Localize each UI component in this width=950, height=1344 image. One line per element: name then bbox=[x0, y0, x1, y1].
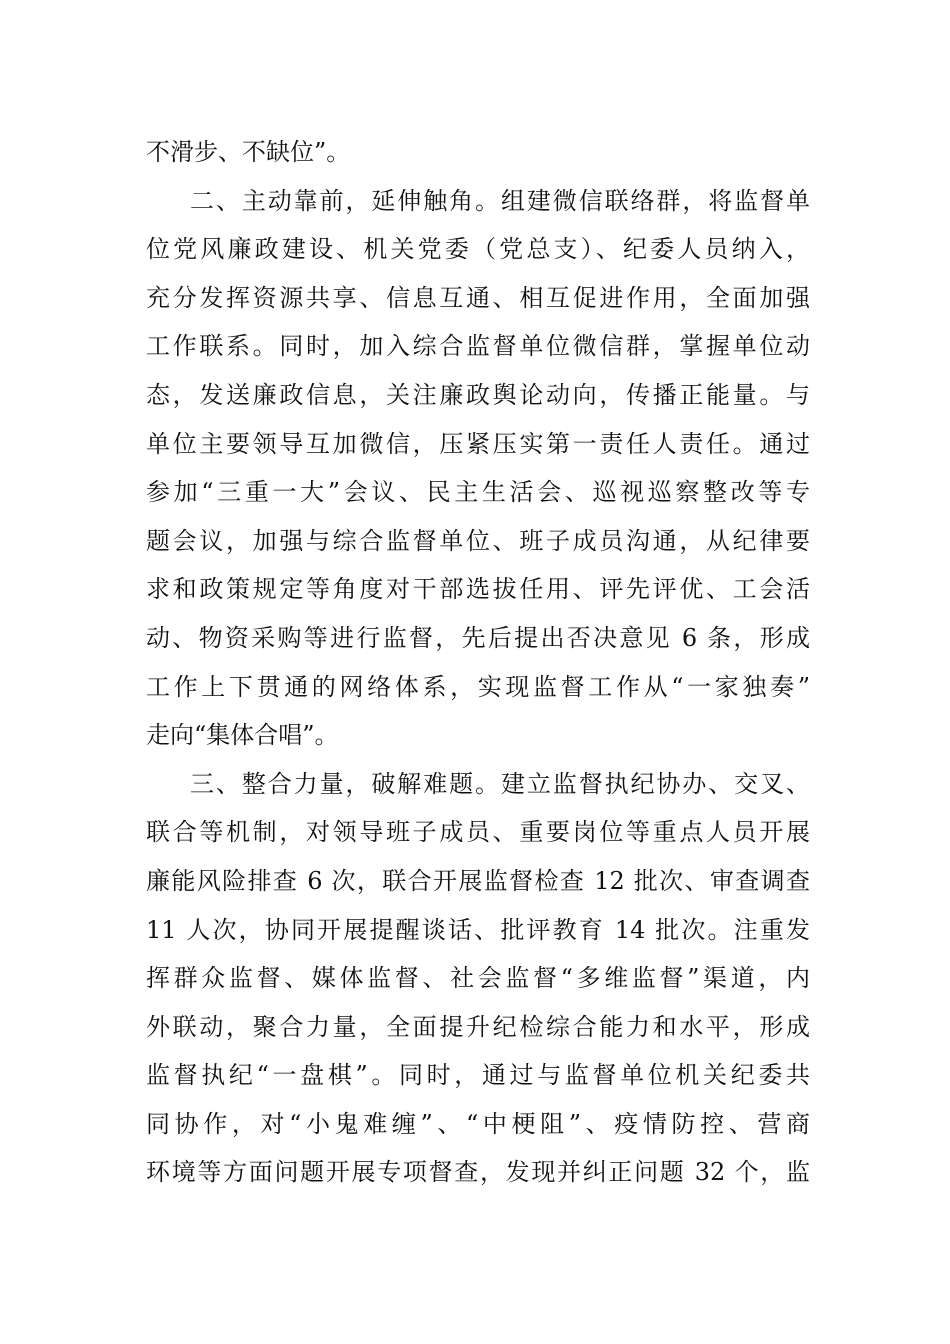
text-line: 工作联系。同时，加入综合监督单位微信群，掌握单位动 bbox=[146, 332, 810, 361]
text-line: 环境等方面问题开展专项督查，发现并纠正问题 32 个，监 bbox=[146, 1158, 810, 1187]
text-line: 联合等机制，对领导班子成员、重要岗位等重点人员开展 bbox=[146, 818, 810, 847]
text-line: 走向“集体合唱”。 bbox=[146, 721, 339, 750]
text-line: 充分发挥资源共享、信息互通、相互促进作用，全面加强 bbox=[146, 283, 810, 312]
text-line: 11 人次，协同开展提醒谈话、批评教育 14 批次。注重发 bbox=[146, 915, 810, 944]
text-line: 题会议，加强与综合监督单位、班子成员沟通，从纪律要 bbox=[146, 526, 810, 555]
text-line: 外联动，聚合力量，全面提升纪检综合能力和水平，形成 bbox=[146, 1012, 810, 1041]
text-line: 同协作，对“小鬼难缠”、“中梗阻”、疫情防控、营商 bbox=[146, 1109, 810, 1138]
text-line: 态，发送廉政信息，关注廉政舆论动向，传播正能量。与 bbox=[146, 380, 810, 409]
text-line: 监督执纪“一盘棋”。同时，通过与监督单位机关纪委共 bbox=[146, 1061, 810, 1090]
text-line: 参加“三重一大”会议、民主生活会、巡视巡察整改等专 bbox=[146, 478, 810, 507]
text-line: 挥群众监督、媒体监督、社会监督“多维监督”渠道，内 bbox=[146, 964, 810, 993]
text-line: 廉能风险排查 6 次，联合开展监督检查 12 批次、审查调查 bbox=[146, 866, 810, 895]
document-body bbox=[146, 128, 810, 1197]
text-line: 动、物资采购等进行监督，先后提出否决意见 6 条，形成 bbox=[146, 623, 810, 652]
text-line: 单位主要领导互加微信，压紧压实第一责任人责任。通过 bbox=[146, 429, 810, 458]
text-line: 三、整合力量，破解难题。建立监督执纪协办、交叉、 bbox=[190, 769, 810, 798]
text-line: 位党风廉政建设、机关党委（党总支）、纪委人员纳入， bbox=[146, 235, 810, 264]
text-line: 二、主动靠前，延伸触角。组建微信联络群，将监督单 bbox=[190, 186, 810, 215]
text-line: 求和政策规定等角度对干部选拔任用、评先评优、工会活 bbox=[146, 575, 810, 604]
text-line: 不滑步、不缺位”。 bbox=[146, 138, 351, 166]
text-line: 工作上下贯通的网络体系，实现监督工作从“一家独奏” bbox=[146, 672, 810, 701]
